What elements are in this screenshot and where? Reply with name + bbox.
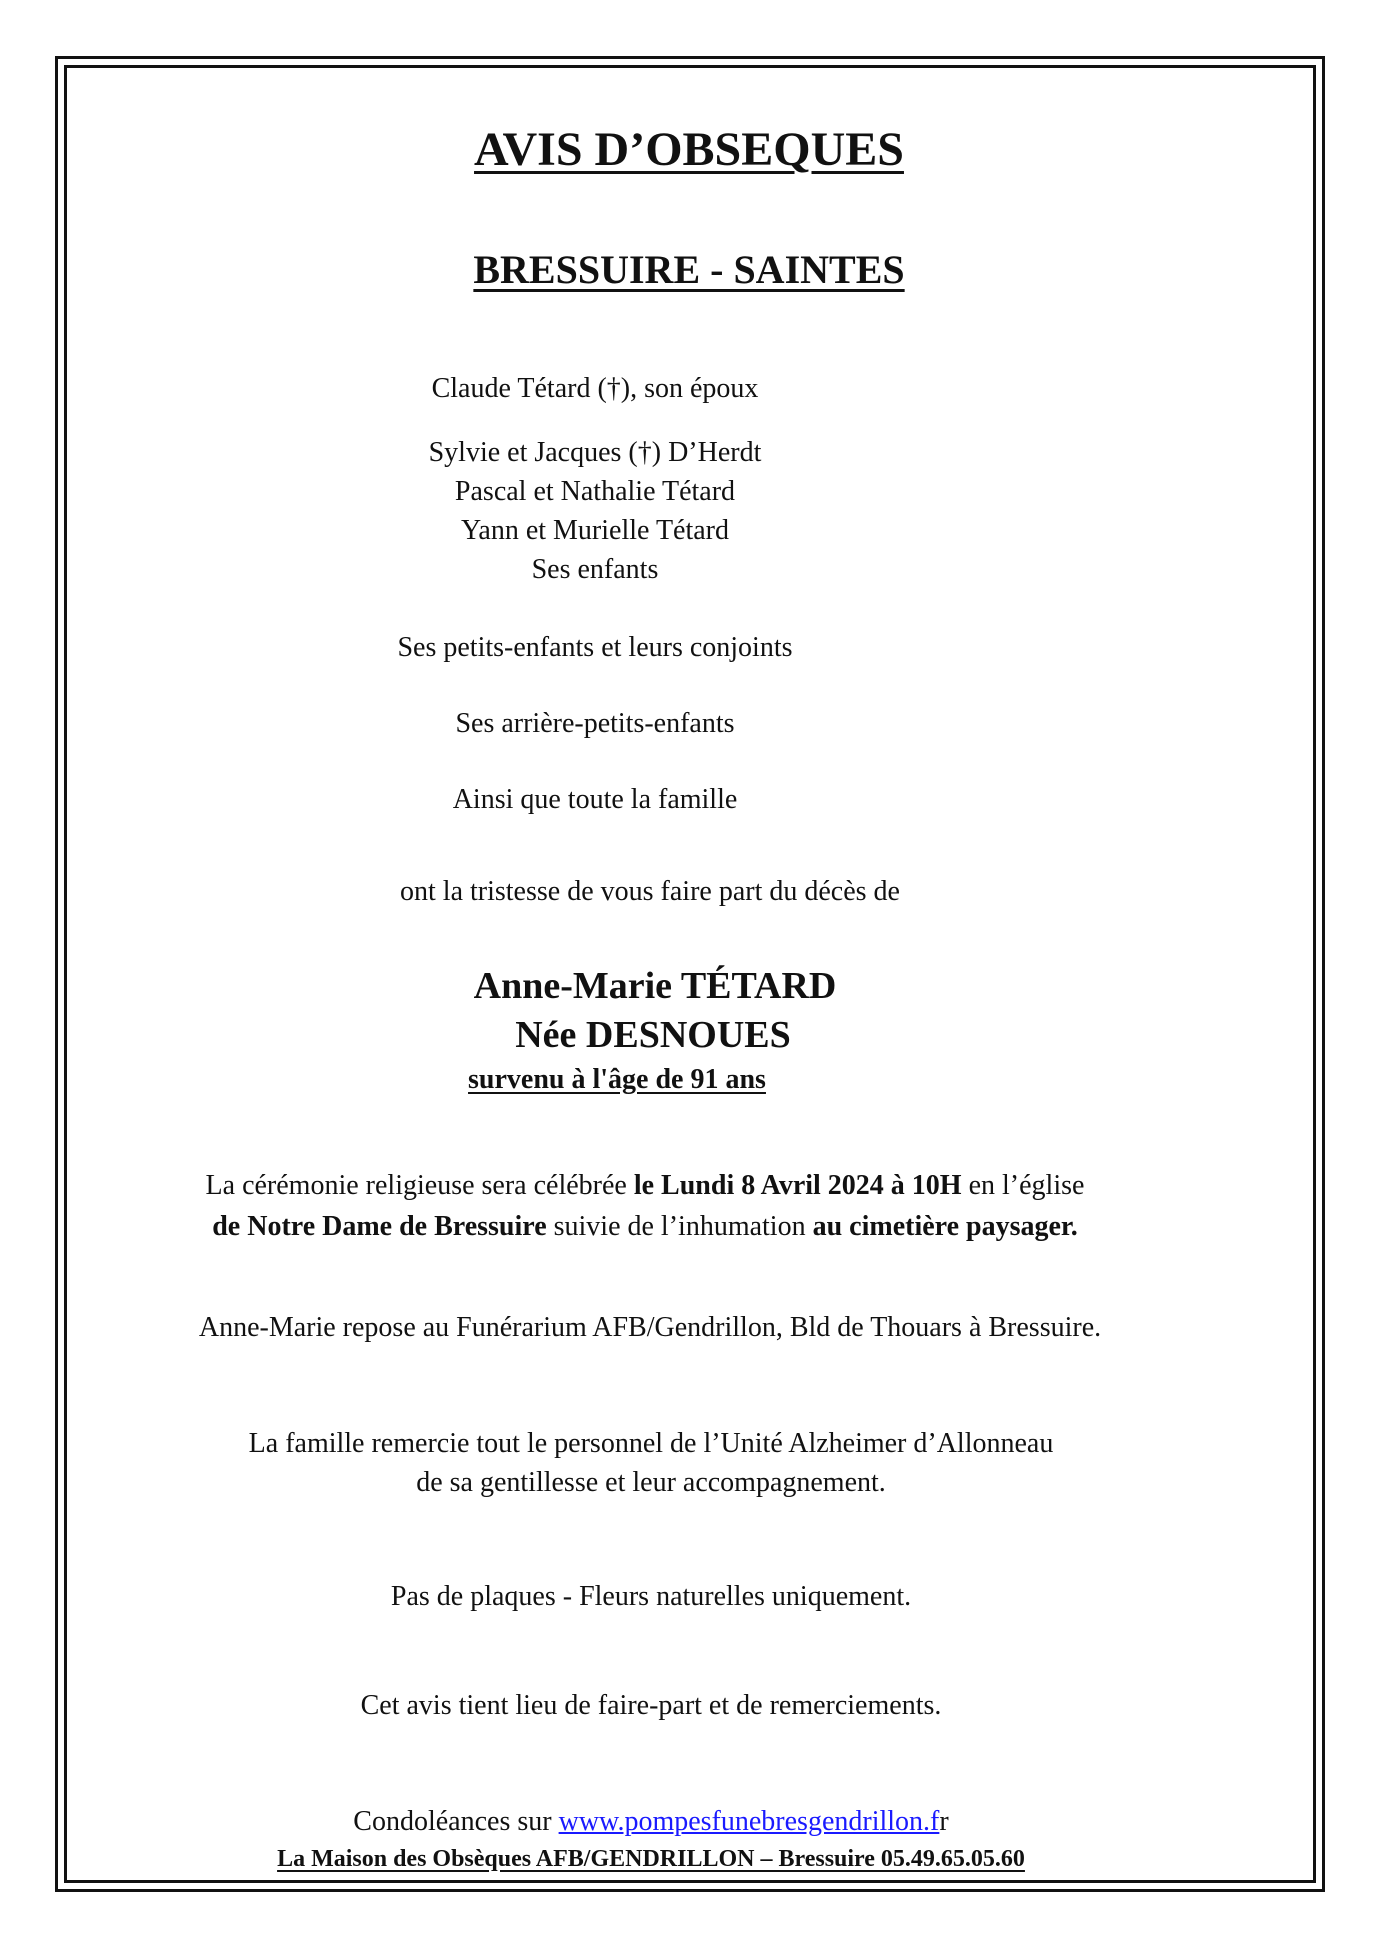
child-line-1: Sylvie et Jacques (†) D’Herdt [428,437,762,468]
age-line: survenu à l'âge de 91 ans [468,1064,766,1095]
extended-family-line: Ainsi que toute la famille [452,784,738,815]
thanks-line-1: La famille remercie tout le personnel de l’Unité Alzheimer d’Allonneau [248,1428,1054,1459]
condolences-line: Condoléances sur www.pompesfunebresgendrillon.fr [353,1806,949,1837]
children-label: Ses enfants [531,554,659,585]
child-line-3: Yann et Murielle Tétard [460,515,730,546]
great-grandchildren-line: Ses arrière-petits-enfants [455,708,735,739]
ceremony-line-1: La cérémonie religieuse sera célébrée le Lundi 8 Avril 2024 à 10H en l’église [205,1170,1085,1201]
spouse-line: Claude Tétard (†), son époux [431,373,759,404]
company-footer: La Maison des Obsèques AFB/GENDRILLON – Bressuire 05.49.65.05.60 [277,1846,1025,1872]
child-line-2: Pascal et Nathalie Tétard [454,476,736,507]
thanks-line-2: de sa gentillesse et leur accompagnement. [416,1467,886,1498]
location-subtitle: BRESSUIRE - SAINTES [473,247,905,292]
grandchildren-line: Ses petits-enfants et leurs conjoints [397,632,793,663]
notice-title: AVIS D’OBSEQUES [474,123,904,176]
deceased-name: Anne-Marie TÉTARD [473,965,837,1007]
ceremony-line-2: de Notre Dame de Bressuire suivie de l’inhumation au cimetière paysager. [212,1211,1078,1242]
website-link[interactable]: www.pompesfunebresgendrillon.f [558,1806,940,1837]
announcement-line: ont la tristesse de vous faire part du décès de [400,876,900,907]
flowers-line: Pas de plaques - Fleurs naturelles uniquement. [390,1581,912,1612]
notice-line: Cet avis tient lieu de faire-part et de remerciements. [360,1690,942,1721]
rest-place-line: Anne-Marie repose au Funérarium AFB/Gendrillon, Bld de Thouars à Bressuire. [198,1312,1102,1343]
deceased-maiden-name: Née DESNOUES [515,1014,791,1056]
